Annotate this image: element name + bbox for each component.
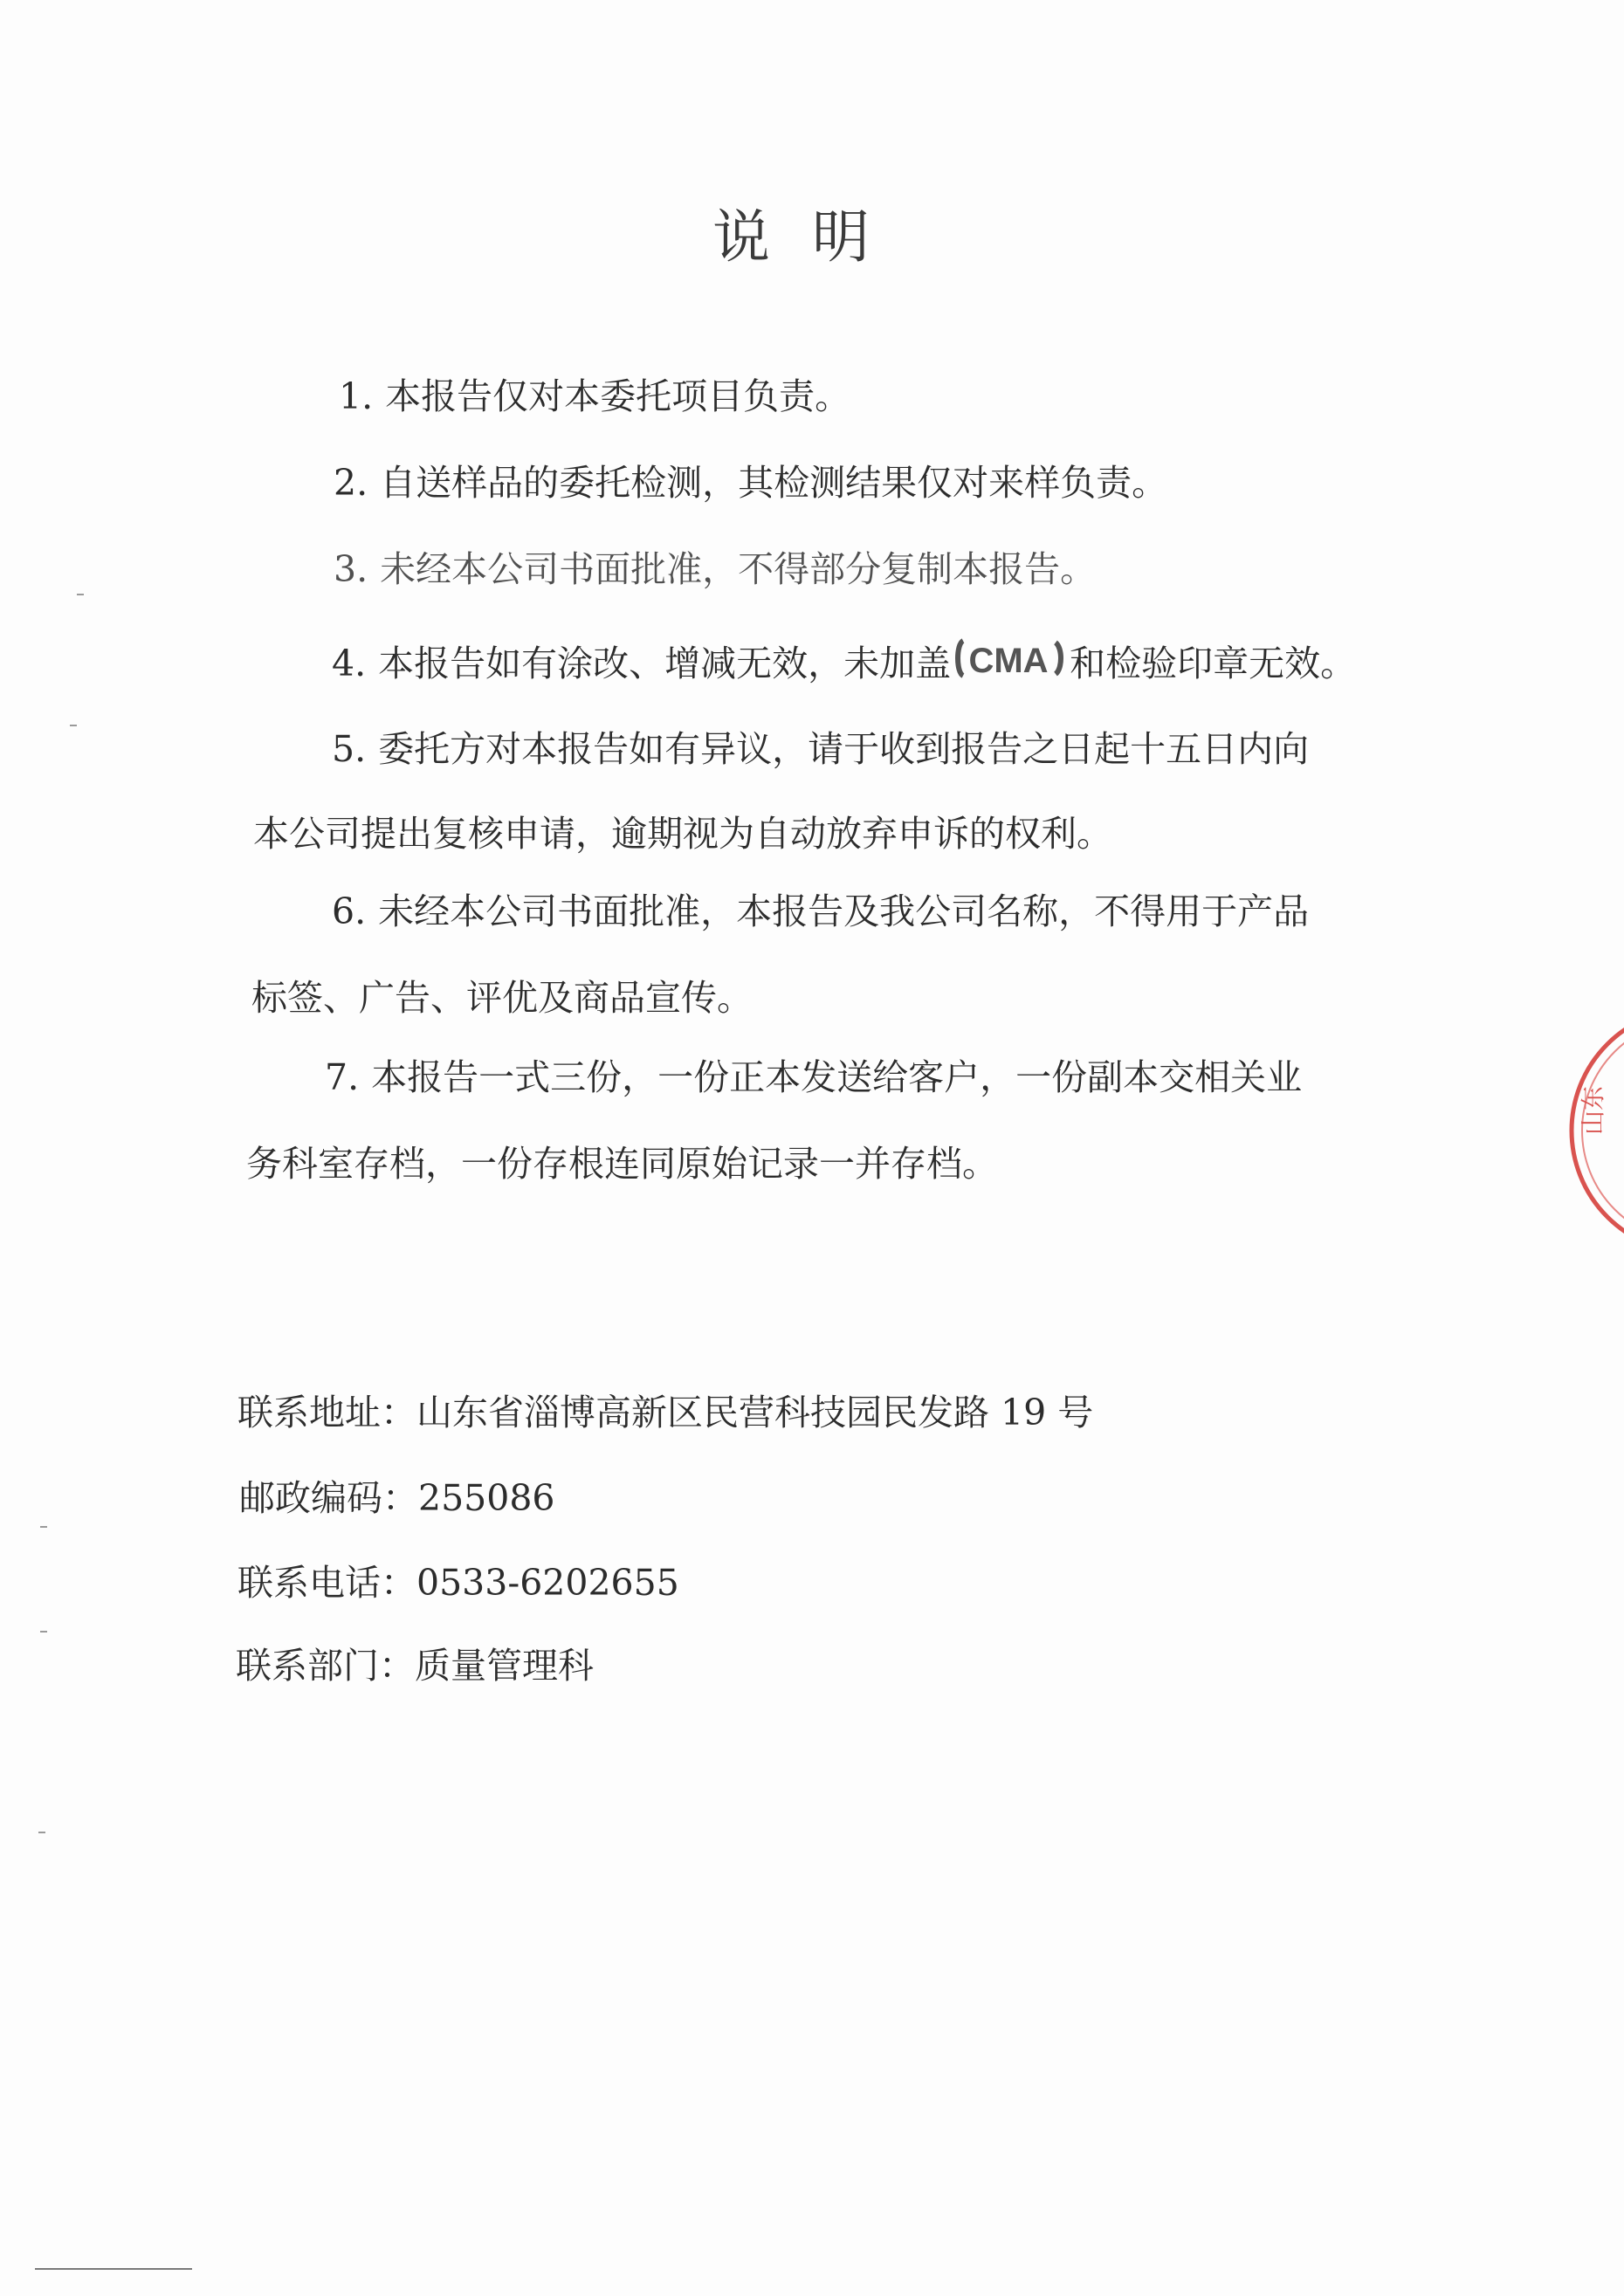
cma-stamp-icon <box>954 636 1066 681</box>
scan-speck <box>70 725 77 726</box>
department-label: 联系部门： <box>236 1645 415 1687</box>
clause-number: 4. <box>332 643 367 684</box>
clause-5 <box>332 709 1309 789</box>
clause-text: 本报告仅对本委托项目负责。 <box>385 375 851 417</box>
clause-number: 2. <box>334 462 368 504</box>
scan-speck <box>38 1832 45 1833</box>
clause-text-line1: 未经本公司书面批准，本报告及我公司名称，不得用于产品 <box>378 890 1310 932</box>
cma-text: CMA <box>968 642 1049 680</box>
clause-3 <box>334 529 1096 609</box>
clause-6-continuation: 标签、广告、评优及商品宣传。 <box>251 977 753 1019</box>
contact-address <box>237 1384 1093 1435</box>
contact-department <box>236 1637 594 1688</box>
scan-speck <box>40 1631 47 1633</box>
phone-value: 0533-6202655 <box>416 1562 679 1604</box>
clause-text-after: 和检验印章无效。 <box>1070 643 1357 684</box>
clause-text: 未经本公司书面批准，不得部分复制本报告。 <box>380 548 1097 590</box>
page-title: 说明 <box>712 203 912 271</box>
address-label: 联系地址： <box>237 1392 416 1433</box>
clause-text-line1: 委托方对本报告如有异议，请于收到报告之日起十五日内向 <box>378 728 1310 770</box>
clause-2 <box>334 443 1167 523</box>
contact-phone <box>237 1554 679 1605</box>
clause-6 <box>332 871 1309 952</box>
postcode-label: 邮政编码： <box>239 1477 418 1519</box>
scan-speck <box>77 594 84 595</box>
department-value: 质量管理科 <box>415 1645 594 1687</box>
address-value: 山东省淄博高新区民营科技园民发路 19 号 <box>416 1392 1094 1433</box>
clause-text: 自送样品的委托检测，其检测结果仅对来样负责。 <box>380 462 1168 504</box>
clause-1 <box>339 356 850 437</box>
scan-speck <box>40 1526 47 1528</box>
clause-number: 7. <box>325 1056 360 1098</box>
clause-number: 3. <box>334 548 368 590</box>
postcode-value: 255086 <box>418 1477 555 1519</box>
scan-bottom-rule <box>35 2268 192 2270</box>
clause-number: 5. <box>332 728 367 770</box>
clause-7-continuation: 务科室存档，一份存根连同原始记录一并存档。 <box>246 1143 998 1185</box>
contact-postcode <box>239 1469 555 1521</box>
phone-label: 联系电话： <box>237 1562 416 1604</box>
clause-4 <box>332 623 1356 704</box>
red-seal-icon <box>1563 1004 1624 1257</box>
clause-5-continuation: 本公司提出复核申请，逾期视为自动放弃申诉的权利。 <box>253 813 1112 855</box>
clause-text-before: 本报告如有涂改、增减无效，未加盖 <box>378 643 952 684</box>
clause-number: 6. <box>332 890 367 932</box>
clause-text-line1: 本报告一式三份，一份正本发送给客户，一份副本交相关业 <box>371 1056 1303 1098</box>
clause-7 <box>325 1037 1302 1117</box>
seal-text: 山东 <box>1579 1085 1607 1135</box>
clause-number: 1. <box>339 375 374 417</box>
